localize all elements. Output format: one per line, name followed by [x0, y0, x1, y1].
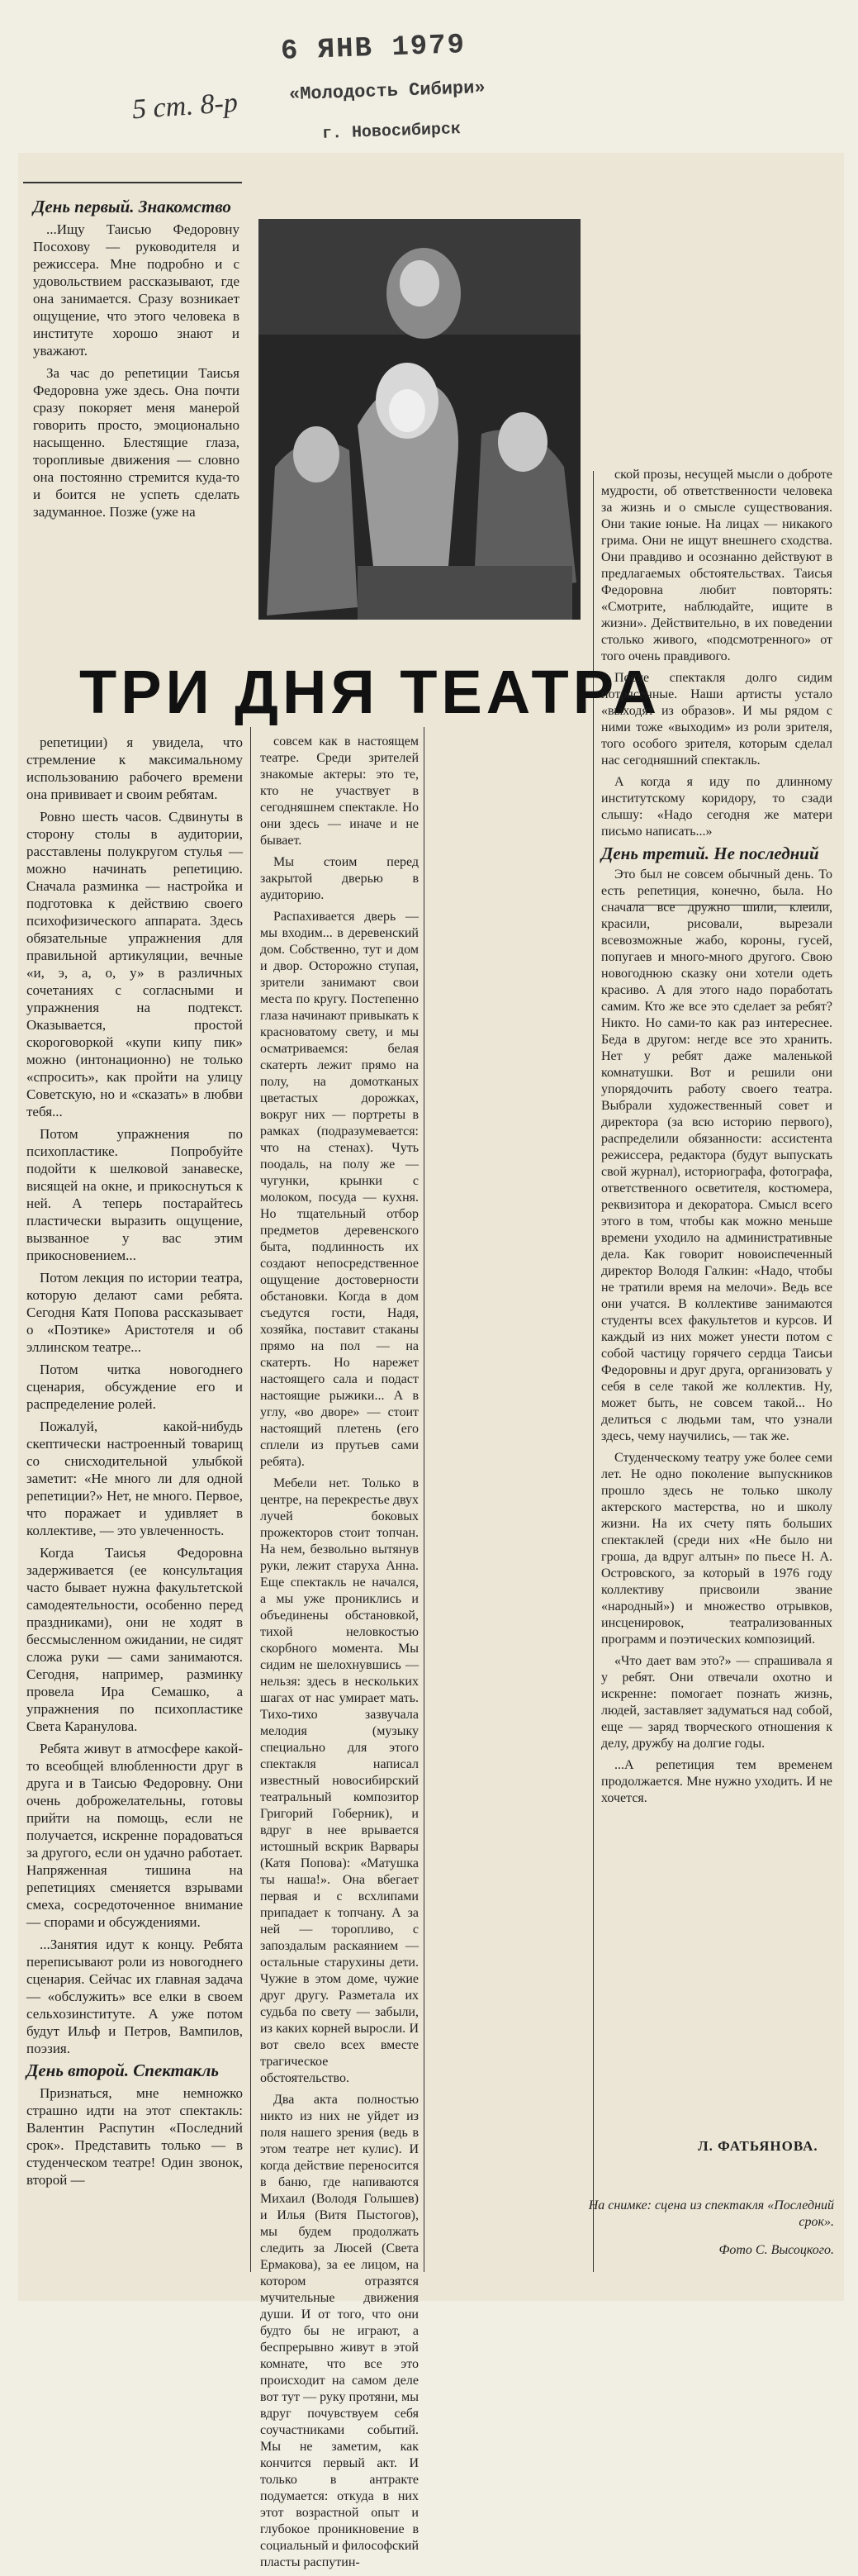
- photo-credit: Фото С. Высоцкого.: [718, 2243, 834, 2257]
- newspaper-name: «Молодость Сибири»: [288, 77, 486, 106]
- paragraph: ...Занятия идут к концу. Ребята переписывают роли из новогоднего сценария. Сейчас их главная задача — «обслужить» все елки в своем сельхозинституте. А уже потом будут Ильф и Петров, Вампилов, поэзия.: [26, 1937, 243, 2056]
- headline: ТРИ ДНЯ ТЕАТРА: [79, 658, 661, 726]
- subhead-day-one: День первый. Знакомство: [33, 197, 231, 216]
- subhead-day-three: День третий. Не последний: [601, 844, 819, 863]
- paragraph: совсем как в настоящем театре. Среди зрителей знакомые актеры: это те, кто не участвует в сегодняшнем спектакле. Но они здесь — иначе и не бывает.: [260, 734, 419, 848]
- paragraph: Студенческому театру уже более семи лет. Не одно поколение выпускников прошло здесь не только школу актерского мастерства, но и школу жизни. На их счету пять больших спектаклей (среди них «Не было ни гроша, да вдруг алтын» по пьесе Н. А. Островского, за который в 1976 году коллективу присвоили звание «народный») и множество отрывков, инсценировок, театрализованных программ и поэтических композиций.: [601, 1451, 832, 1647]
- caption-text: На снимке: сцена из спектакля «Последний срок».: [588, 2198, 834, 2229]
- top-rule: [23, 182, 242, 183]
- column-1: [33, 198, 239, 525]
- photo-caption: [570, 2198, 834, 2259]
- stamp-day: 6: [280, 36, 301, 68]
- column-rule-3: [593, 471, 594, 2272]
- stamp-date: [280, 30, 466, 68]
- author-byline: Л. ФАТЬЯНОВА.: [698, 2138, 818, 2154]
- column-2: [26, 734, 243, 2193]
- date-stamp: [256, 30, 520, 144]
- column-4: [601, 467, 832, 1812]
- paragraph: ской прозы, несущей мысли о доброте мудрости, об ответственности человека за жизнь и о смысле существования. Они такие юные. На лицах — никакого грима. Они не ищут внешнего сходства. Они правдиво и осознанно действуют в предлагаемых обстоятельствах. Таисья Федоровна любит повторять: «Смотрите, наблюдайте, ищите в жизни». Действительно, в их поведении столько живого, «подсмотренного» от того очень правдивого.: [601, 468, 832, 663]
- paragraph: репетиции) я увидела, что стремление к максимальному использованию рабочего времени она прививает и своим ребятам.: [26, 734, 243, 802]
- paragraph: Когда Таисья Федоровна задерживается (ее консультация часто бывает нужна факультетской самодеятельности, особенно перед праздниками), они не ходят в бессмысленном ожидании, не сидят сложа руки — сами занимаются. Сегодня, например, разминку провела Ира Семашко, а упражнения по психопластике Света Каранулова.: [26, 1545, 243, 1734]
- paragraph: Признаться, мне немножко страшно идти на этот спектакль: Валентин Распутин «Последний срок». Представить только — в студенческом театре! Один звонок, второй —: [26, 2085, 243, 2188]
- theatre-photo: [258, 219, 581, 620]
- column-rule-1: [250, 727, 251, 2272]
- paragraph: Потом лекция по истории театра, которую делают сами ребята. Сегодня Катя Попова рассказывает о «Поэтике» Аристотеля и об эллинском театре...: [26, 1270, 243, 1355]
- paragraph: Ребята живут в атмосфере какой-то всеобщей влюбленности друг в друга и в Таисью Федоровну. Они очень доброжелательны, готовы прийти на помощь, если не получается, искренне порадоваться за другого, если он удачно работает. Напряженная тишина на репетициях сменяется взрывами смеха, сосредоточенное внимание — спорами и обсуждениями.: [26, 1741, 243, 1930]
- paragraph: ...А репетиция тем временем продолжается. Мне нужно уходить. И не хочется.: [601, 1758, 832, 1805]
- stamp-month-year: ЯНВ 1979: [317, 30, 467, 67]
- paragraph: Два акта полностью никто из них не уйдет из поля нашего зрения (ведь в этом театре нет кулис). И когда действие переносится в баню, где напиваются Михаил (Володя Голышев) и Илья (Витя Пыстогов), мы будем продолжать следить за Люсей (Света Ермакова), за ее лицом, на котором отразятся мучительные движения души. И от того, что они будто бы не играют, а беспрерывно живут в этой комнате, что все это происходит на самом деле вот тут — руку протяни, мы вдруг почувствуем себя соучастниками событий. Мы не заметим, как кончится первый акт. И только в антракте подумается: откуда в них этот возрастной опыт и глубокое проникновение в социальный и философский пласты распутин-: [260, 2093, 419, 2569]
- paragraph: Мебели нет. Только в центре, на перекрестье двух лучей боковых прожекторов стоит топчан. На нем, безвольно вытянув руки, лежит старуха Анна. Еще спектакль не начался, а мы уже прониклись и объединены обстановкой, тихой неловкостью скорбного момента. Мы сидим не шелохнувшись — нельзя: здесь в нескольких шагах от нас умирает мать. Тихо-тихо зазвучала мелодия (музыку специально для этого спектакля написал известный новосибирский театральный композитор Григорий Гоберник), и вдруг в нее врывается истошный вскрик Варвары (Катя Попова): «Матушка ты наша!». Она вбегает первая и с всхлипами припадает к топчану. А за ней — торопливо, с запоздалым раскаянием — остальные старухины дети. Чужие в этом доме, чужие друг другу. Разметала их судьба по свету — забыли, из каких корней выросли. И вот свело всех вместе трагическое обстоятельство.: [260, 1476, 419, 2085]
- paragraph: Потом упражнения по психопластике. Попробуйте подойти к шелковой занавеске, висящей на окне, и прикоснуться к ней. А теперь постарайтесь пластически выразить ощущение, вызванное у вас этим прикосновением...: [26, 1126, 243, 1263]
- paragraph: Распахивается дверь — мы входим... в деревенский дом. Собственно, тут и дом и двор. Осторожно ступая, зрители занимают свои места по кругу. Постепенно глаза начинают привыкать к красноватому свету, и мы осматриваемся: белая скатерть лежит прямо на полу, на домотканых цветастых дорожках, вокруг них — портреты в рамках (подразумевается: что на стенах). Чуть поодаль, на полу же — чугунки, крынки с молоком, посуда — кухня. Но тщательный отбор предметов деревенского быта, подлинность их создают непосредственное ощущение достоверности обстановки. Когда в дом съедутся гости, Надя, хозяйка, поставит стаканы прямо на пол — на скатерть. Но нарежет настоящего сала и подаст настоящие рыжики... А в углу, «во дворе» — стоит настоящий плетень (его сплели из прутьев сами ребята).: [260, 910, 419, 1469]
- paragraph: После спектакля долго сидим потрясенные. Наши артисты устало «выходят из образов». И мы рядом с ними тоже «выходим» из роли зрителя, того особого зрителя, которым сделал нас сегодняшний спектакль.: [601, 671, 832, 768]
- newspaper-city: г. Новосибирск: [321, 120, 462, 144]
- paragraph: За час до репетиции Таисья Федоровна уже здесь. Она почти сразу покоряет меня манерой говорить просто, эмоционально насыщенно. Блестящие глаза, торопливые движения — словно она постоянно стремится куда-то и боится не успеть сделать задуманное. Позже (уже на: [33, 365, 239, 520]
- paragraph: Это был не совсем обычный день. То есть репетиция, конечно, была. Но сначала все дружно шили, клеили, красили, рисовали, вырезали всевозможные жабо, короны, гусей, попугаев и много-много другого. Свою новогоднюю сказку они хотели одеть красиво. А для этого надо поработать самим. Кто же все это сделает за ребят? Никто. Но сами-то как раз интереснее. Беда в другом: негде все это хранить. Нет у ребят даже маленькой комнатушки. Вот и решили они упорядочить работу своего театра. Выбрали художественный совет и директора (за всю историю первого), распределили обязанности: ассистента режиссера, редактора (будут выпускать свой журнал), историографа, фотографа, ответственного осветителя, костюмера, реквизитора и декоратора. Смысл всего этого в том, чтобы как можно меньше времени уходило на административные дела. Как говорит новоиспеченный директор Володя Галкин: «Надо, чтобы не тратили время на мелочи». Ведь все они учатся. В коллективе занимаются студенты всех факультетов и курсов. И каждый из них может унести потом с собой частицу горячего сердца Таисьи Федоровны и друг друга, организовать у себя в селе такой же коллектив. Ну, может быть, не совсем такой... Но делиться с людьми там, что узнали здесь, чему научились, — так же.: [601, 867, 832, 1443]
- paragraph: Пожалуй, какой-нибудь скептически настроенный товарищ со снисходительной улыбкой заметит: «Не много ли для одной репетиции?» Нет, не много. Первое, что поражает и удивляет в коллективе, — это увлеченность.: [26, 1419, 243, 1538]
- paragraph: Мы стоим перед закрытой дверью в аудиторию.: [260, 855, 419, 902]
- photo-scene: [258, 219, 581, 620]
- paragraph: А когда я иду по длинному институтскому коридору, то сзади слышу: «Надо сегодня же матери письмо написать...»: [601, 775, 832, 839]
- paragraph: Ровно шесть часов. Сдвинуты в сторону столы в аудитории, расставлены полукругом стулья — можно начинать репетицию. Сначала разминка — настройка и подготовка к действию своего психофизического аппарата. Здесь обязательные упражнения для правильной артикуляции, вечные «и, э, а, о, у» в различных сочетаниях с согласными и упражнения на подтекст. Оказывается, простой скороговоркой «купи кипу пик» можно (интонационно) не только «спросить», как пройти на улицу Советскую, но и «сказать» в любви тебя...: [26, 809, 243, 1119]
- paragraph: «Что дает вам это?» — спрашивала я у ребят. Они отвечали охотно и искренне: помогает познать жизнь, людей, заставляет задуматься над собой, еще — заряд творческого отношения к делу, дружбу на долгие годы.: [601, 1654, 832, 1751]
- paragraph: Потом читка новогоднего сценария, обсуждение его и распределение ролей.: [26, 1362, 243, 1412]
- subhead-day-two: День второй. Спектакль: [26, 2060, 219, 2080]
- column-3: [260, 734, 419, 2576]
- paragraph: ...Ищу Таисью Федоровну Посохову — руководителя и режиссера. Мне подробно и с удовольствием рассказывают, где она занимается. Сразу возникает ощущение, что этого человека в институте хорошо знают и уважают.: [33, 221, 239, 359]
- handwritten-note: 5 ст. 8-р: [130, 87, 239, 126]
